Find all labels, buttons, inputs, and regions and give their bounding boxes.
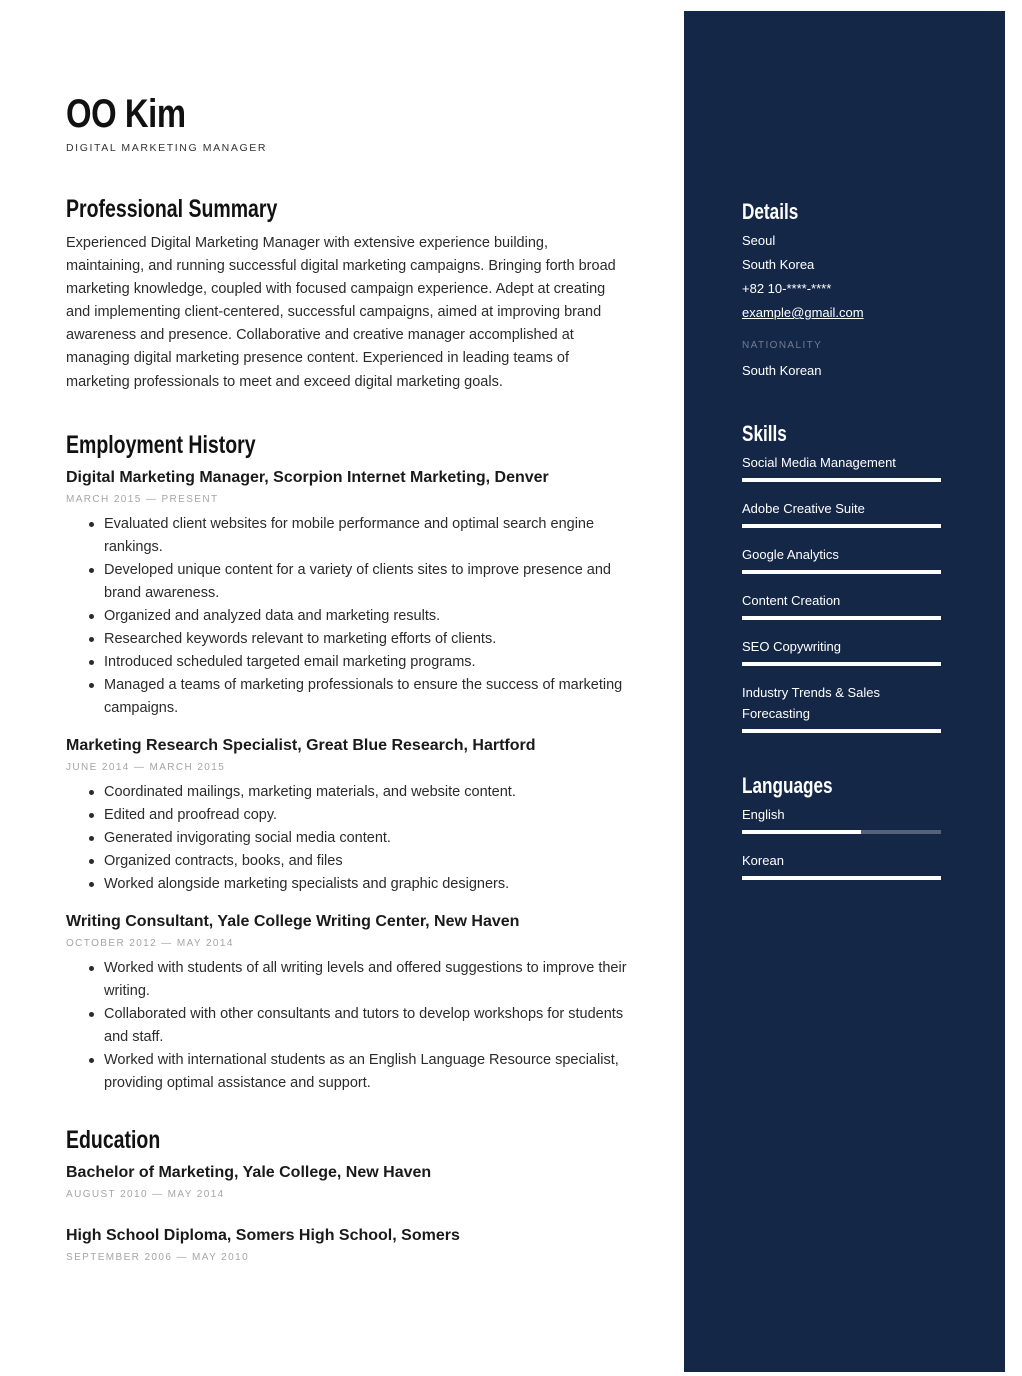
bullet-item: Organized contracts, books, and files: [104, 850, 634, 873]
skill-item: [742, 498, 942, 528]
skills-heading: Skills: [742, 421, 787, 446]
skill-item: [742, 452, 942, 482]
bullet-item: Researched keywords relevant to marketing efforts of clients.: [104, 628, 634, 651]
job-entry: [66, 910, 646, 1095]
languages-list: [742, 804, 942, 880]
candidate-title: DIGITAL MARKETING MANAGER: [66, 142, 268, 154]
skill-bar-fill: [742, 524, 941, 528]
sidebar-content: [742, 199, 942, 880]
skill-bar-fill: [742, 616, 941, 620]
job-dates: JUNE 2014 — MARCH 2015: [66, 761, 226, 773]
education-dates: AUGUST 2010 — MAY 2014: [66, 1188, 225, 1200]
job-entry: [66, 734, 646, 896]
job-bullets: [66, 781, 646, 896]
details-block: [742, 231, 942, 381]
job-title: Digital Marketing Manager, Scorpion Internet Marketing, Denver: [66, 468, 549, 486]
language-label: English: [742, 807, 785, 822]
education-entry: [66, 1224, 646, 1265]
detail-phone: +82 10-****-****: [742, 281, 832, 296]
bullet-item: Coordinated mailings, marketing materials, and website content.: [104, 781, 634, 804]
main-column: [66, 92, 646, 1265]
detail-city: Seoul: [742, 233, 776, 248]
sidebar: [684, 11, 1005, 1372]
bullet-item: Edited and proofread copy.: [104, 804, 634, 827]
skill-item: [742, 682, 942, 733]
bullet-item: Worked alongside marketing specialists and graphic designers.: [104, 873, 634, 896]
job-bullets: [66, 957, 646, 1095]
education-title: Bachelor of Marketing, Yale College, New Haven: [66, 1163, 432, 1181]
bullet-item: Developed unique content for a variety of clients sites to improve presence and brand awareness.: [104, 559, 634, 605]
language-item: [742, 850, 942, 880]
job-entry: [66, 466, 646, 720]
job-title: Marketing Research Specialist, Great Blue Research, Hartford: [66, 736, 536, 754]
bullet-item: Generated invigorating social media content.: [104, 827, 634, 850]
skill-bar-fill: [742, 478, 941, 482]
job-title: Writing Consultant, Yale College Writing Center, New Haven: [66, 912, 520, 930]
detail-country: South Korea: [742, 257, 815, 272]
education-title: High School Diploma, Somers High School, Somers: [66, 1226, 460, 1244]
skills-list: [742, 452, 942, 733]
bullet-item: Organized and analyzed data and marketing results.: [104, 605, 634, 628]
language-bar: [742, 830, 941, 834]
skill-label: SEO Copywriting: [742, 639, 841, 654]
skill-bar: [742, 524, 941, 528]
nationality-label: NATIONALITY: [742, 340, 823, 351]
education-dates: SEPTEMBER 2006 — MAY 2010: [66, 1251, 250, 1263]
language-bar-fill: [742, 830, 861, 834]
bullet-item: Introduced scheduled targeted email marketing programs.: [104, 651, 634, 674]
skill-bar-fill: [742, 662, 941, 666]
bullet-item: Evaluated client websites for mobile performance and optimal search engine rankings.: [104, 513, 634, 559]
bullet-item: Worked with international students as an English Language Resource specialist, providing optimal assistance and support.: [104, 1049, 634, 1095]
languages-heading: Languages: [742, 773, 833, 798]
bullet-item: Managed a teams of marketing professionals to ensure the success of marketing campaigns.: [104, 674, 634, 720]
skill-label: Content Creation: [742, 593, 841, 608]
language-item: [742, 804, 942, 834]
bullet-item: Worked with students of all writing levels and offered suggestions to improve their writing.: [104, 957, 634, 1003]
language-label: Korean: [742, 853, 784, 868]
skill-bar: [742, 729, 941, 733]
education-entry: [66, 1161, 646, 1202]
job-dates: OCTOBER 2012 — MAY 2014: [66, 937, 234, 949]
skill-label: Google Analytics: [742, 547, 839, 562]
job-bullets: [66, 513, 646, 720]
skill-item: [742, 544, 942, 574]
skill-bar: [742, 570, 941, 574]
bullet-item: Collaborated with other consultants and tutors to develop workshops for students and staff.: [104, 1003, 634, 1049]
skill-bar: [742, 616, 941, 620]
skill-bar: [742, 662, 941, 666]
education-heading: Education: [66, 1125, 161, 1154]
skill-label: Industry Trends & Sales Forecasting: [742, 685, 881, 721]
summary-heading: Professional Summary: [66, 195, 278, 223]
email-link[interactable]: example@gmail.com: [742, 305, 864, 320]
job-dates: MARCH 2015 — PRESENT: [66, 493, 219, 505]
skill-item: [742, 590, 942, 620]
skill-label: Social Media Management: [742, 455, 896, 470]
candidate-name: OO Kim: [66, 92, 186, 136]
skill-label: Adobe Creative Suite: [742, 501, 865, 516]
language-bar-fill: [742, 876, 941, 880]
language-bar: [742, 876, 941, 880]
nationality-value: South Korean: [742, 363, 822, 378]
skill-bar-fill: [742, 570, 941, 574]
skill-item: [742, 636, 942, 666]
summary-text: Experienced Digital Marketing Manager with extensive experience building, maintaining, and running successful digital marketing campaigns. Bringing forth broad marketing knowledge, coupled with focused campaign experience. Adept at creating and implementing client-centered, successful campaigns, aimed at improving brand awareness and presence. Collaborative and creative manager accomplished at managing digital marketing presence content. Experienced in leading teams of marketing professionals to meet and exceed digital marketing goals.: [66, 235, 616, 390]
skill-bar: [742, 478, 941, 482]
details-heading: Details: [742, 199, 799, 224]
skill-bar-fill: [742, 729, 941, 733]
employment-heading: Employment History: [66, 430, 256, 459]
